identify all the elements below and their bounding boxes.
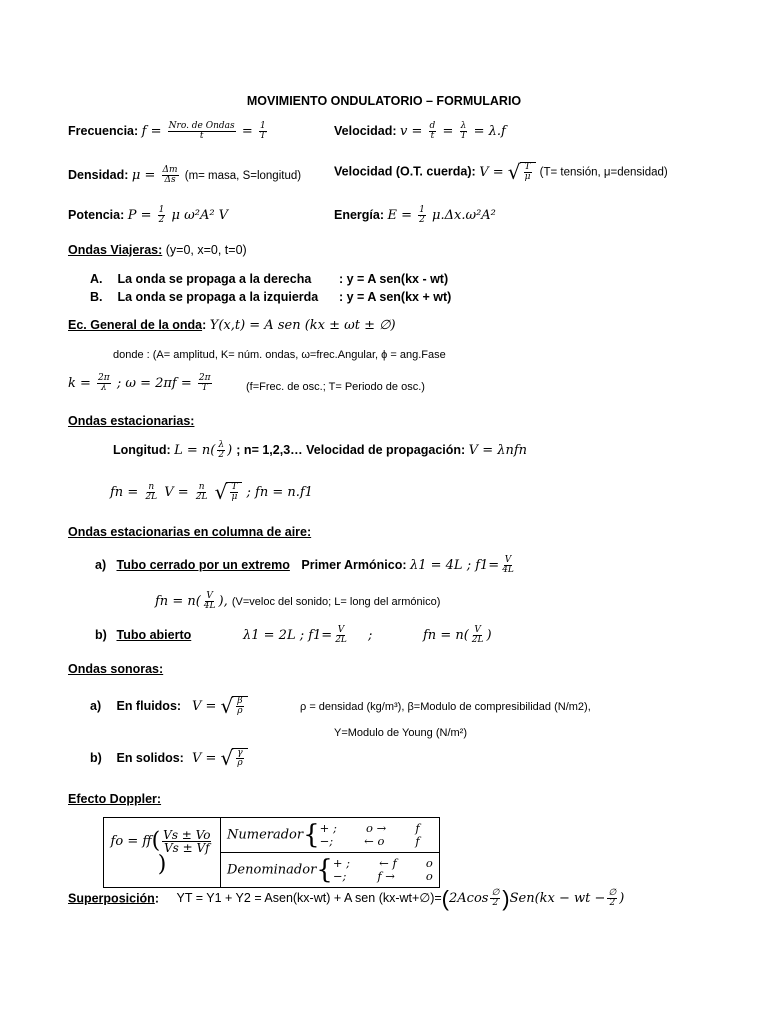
velocidad-row	[334, 122, 506, 141]
frac-num: ∅	[608, 888, 617, 899]
frac-den: 2L	[195, 491, 208, 502]
potencia-lhs: P =	[127, 208, 152, 223]
frecuencia-label: Frecuencia:	[68, 124, 139, 138]
longitud-label: Longitud:	[113, 443, 171, 457]
frac-den: 2L	[471, 635, 484, 645]
k-frac	[97, 374, 111, 393]
frac-num: d	[429, 121, 436, 131]
frac-den: ρ	[237, 758, 243, 768]
frac-num: V	[504, 555, 512, 565]
tubo-cerrado-fn-row	[155, 592, 440, 611]
item-eq: : y = A sen(kx + wt)	[338, 290, 452, 304]
tubo-cerrado-note: (V=veloc del sonido; L= long del armónico)	[231, 596, 441, 608]
frac-den: 2	[492, 898, 499, 909]
frac-den: λ	[101, 383, 107, 393]
omega-mid: ; ω = 2πf =	[116, 376, 192, 391]
fluidos-frac	[236, 697, 243, 716]
frac-num: λ	[218, 440, 225, 450]
semicolon: ;	[368, 628, 373, 643]
energia-lhs: E =	[387, 208, 413, 223]
numerador-label: Numerador	[227, 827, 304, 843]
fn-sqrt-frac	[230, 483, 238, 502]
fn-close: )	[486, 628, 492, 643]
doppler-denominador-cell: Denominador{ + ; ← f o −; f → o	[221, 853, 440, 888]
frac-num: Δm	[162, 165, 178, 175]
ec-general-donde: donde : (A= amplitud, K= núm. ondas, ω=frec.Angular, ϕ = ang.Fase	[113, 349, 446, 361]
tubo-cerrado-label: Tubo cerrado por un extremo	[116, 558, 290, 572]
velocidad-frac1	[429, 122, 437, 141]
frac-num: T	[231, 482, 238, 492]
columna-aire-heading: Ondas estacionarias en columna de aire:	[68, 525, 312, 539]
superposicion-row	[68, 888, 624, 910]
frac-den: T	[460, 131, 467, 141]
tubo-cerrado-fn	[155, 591, 232, 611]
item-letter: a)	[95, 558, 107, 572]
superposicion-label: Superposición	[68, 891, 155, 906]
tubo-cerrado-formula	[409, 555, 517, 575]
fn-lhs: fn = n(	[423, 628, 469, 643]
solidos-lhs: V =	[191, 750, 217, 766]
longitud-rhs: )	[227, 443, 233, 458]
solidos-formula	[191, 746, 248, 770]
velocidad-rest: = λ.f	[473, 124, 506, 139]
velocidad-formula	[400, 121, 506, 141]
doppler-table	[103, 817, 440, 888]
velocidad-cuerda-label: Velocidad (O.T. cuerda):	[334, 164, 476, 179]
frac-num: 1	[260, 121, 266, 131]
sqrt-symbol: √ $\frac{T}{\mu}$	[508, 162, 536, 182]
lambda1: λ1 = 4L ; f1=	[409, 558, 500, 573]
fluidos-row	[90, 696, 248, 716]
n-values: ; n= 1,2,3… Velocidad de propagación:	[236, 443, 466, 457]
item-letter: b)	[95, 628, 107, 642]
velocidad-eq: =	[442, 124, 454, 139]
frac-num: V	[206, 591, 213, 601]
doppler-lhs: fo = ff	[110, 834, 152, 849]
frac-den: 4L	[203, 601, 216, 611]
sign: + ;	[332, 855, 351, 870]
fn-frac2	[195, 483, 209, 502]
frac-den: Δs	[164, 175, 176, 185]
ondas-viajeras-heading	[68, 243, 247, 257]
frac-den: t	[430, 131, 435, 141]
item-text: La onda se propaga a la derecha	[117, 272, 312, 286]
velocidad-label: Velocidad:	[334, 124, 397, 138]
tubo-abierto-row	[95, 628, 191, 642]
potencia-formula	[127, 205, 229, 225]
frac-num: 2π	[198, 373, 211, 383]
frac-den: 2	[158, 215, 165, 225]
ondas-sonoras-heading: Ondas sonoras:	[68, 662, 164, 676]
item-text: La onda se propaga a la izquierda	[117, 290, 319, 304]
longitud-lhs: L = n(	[174, 443, 216, 458]
longitud-formula	[174, 440, 236, 460]
symbol: f	[415, 820, 420, 835]
frac-num: n	[148, 481, 155, 492]
densidad-lhs: μ =	[131, 168, 156, 183]
fn-row	[110, 482, 313, 502]
ondas-viajeras-label: Ondas Viajeras:	[68, 243, 163, 257]
velocidad-cuerda-formula	[479, 160, 539, 184]
fluidos-formula	[191, 694, 248, 718]
tubo-abierto-fn-row	[423, 626, 492, 645]
frac-num: V	[337, 625, 345, 635]
frac-num: Nro. de Ondas	[168, 121, 235, 131]
energia-frac	[418, 206, 426, 225]
freq-note: (f=Frec. de osc.; T= Periodo de osc.)	[246, 381, 425, 393]
solidos-row	[90, 748, 248, 768]
frecuencia-frac2	[259, 122, 267, 141]
wave-frac	[607, 889, 617, 908]
frac-den: 2L	[145, 491, 158, 502]
f1-frac	[501, 556, 515, 575]
amp-text: 2Acos	[449, 891, 489, 907]
fn-rest: ; fn = n.f1	[246, 484, 313, 500]
ondas-viajeras-cond: (y=0, x=0, t=0)	[165, 243, 247, 257]
doppler-numerador-cell: Numerador{ + ; o → f −; ← o f	[221, 818, 440, 853]
fn-v: V =	[164, 484, 189, 500]
omega-frac	[198, 374, 212, 393]
arrow: ← o	[364, 834, 385, 848]
frecuencia-row	[68, 122, 269, 141]
ec-general-colon: :	[202, 318, 207, 332]
frac-den: T	[259, 131, 266, 141]
longitud-row	[113, 441, 527, 460]
fn-frac	[471, 626, 485, 645]
list-item	[90, 272, 448, 286]
doppler-heading: Efecto Doppler:	[68, 792, 162, 806]
paren-close: )	[502, 886, 510, 911]
k-lhs: k =	[68, 376, 91, 391]
frac-num: γ	[237, 748, 243, 758]
denominador-stack	[333, 857, 433, 883]
solidos-frac	[236, 749, 243, 768]
fn-close: ),	[218, 594, 228, 609]
fn-formula	[110, 480, 313, 504]
ondas-estacionarias-heading: Ondas estacionarias:	[68, 414, 195, 428]
ec-general-formula: Y(x,t) = A sen (kx ± ωt ± ∅)	[209, 318, 396, 333]
velocidad-frac2	[459, 122, 467, 141]
velocidad-cuerda-frac	[524, 163, 532, 182]
k-omega-formula	[68, 373, 214, 393]
superposicion-eq: YT = Y1 + Y2 = Asen(kx-wt) + A sen (kx-wt+∅)=	[176, 891, 442, 906]
densidad-label: Densidad:	[68, 168, 129, 182]
wave-close: )	[619, 891, 625, 907]
solidos-label: En solidos:	[116, 750, 184, 765]
frac-num: n	[198, 481, 205, 492]
fluidos-lhs: V =	[191, 698, 217, 714]
tubo-abierto-formula-row	[243, 626, 372, 645]
frac-den: ρ	[237, 706, 243, 716]
fn-frac	[203, 592, 217, 611]
longitud-frac	[217, 441, 225, 460]
frac-num: Vs ± Vo	[163, 828, 211, 842]
fn-lhs: fn =	[110, 484, 139, 500]
sign: −;	[332, 869, 347, 883]
superposicion-colon: :	[154, 891, 159, 906]
potencia-frac	[158, 206, 166, 225]
frac-num: β	[237, 696, 243, 706]
numerador-stack	[320, 822, 420, 848]
sqrt-symbol: √ $\frac{\beta}{\rho}$	[221, 696, 248, 716]
amp-frac	[490, 889, 500, 908]
fn-lhs: fn = n(	[155, 594, 201, 609]
velocidad-propagacion: V = λnfn	[468, 443, 528, 458]
ec-general-row	[68, 318, 396, 333]
velocidad-lhs: v =	[400, 124, 423, 139]
page-title: MOVIMIENTO ONDULATORIO – FORMULARIO	[246, 94, 522, 108]
energia-row	[334, 206, 496, 225]
energia-rhs: μ.Δx.ω²A²	[432, 208, 496, 223]
frac-num: T	[524, 162, 531, 172]
fn-frac1	[144, 483, 158, 502]
fluidos-note-2: Y=Modulo de Young (N/m²)	[334, 727, 467, 739]
frecuencia-eq: =	[241, 124, 253, 139]
wave-text: Sen(kx − wt −	[509, 891, 606, 907]
frac-den: 2	[609, 898, 616, 909]
frac-den: μ	[231, 492, 238, 502]
list-item	[90, 290, 451, 304]
frac-den: 2	[419, 215, 425, 225]
superposicion-wave	[509, 888, 625, 909]
arrow: o →	[366, 820, 387, 835]
fluidos-label: En fluidos:	[116, 698, 182, 713]
frac-num: 2π	[98, 373, 110, 383]
doppler-formula: fo = ff( $\frac{Vs \pm Vo}{Vs \pm Vf}$ )	[104, 818, 221, 888]
velocidad-cuerda-lhs: V =	[479, 164, 504, 180]
k-omega-row	[68, 374, 214, 393]
sqrt-symbol: √ $\frac{T}{\mu}$	[215, 482, 243, 502]
item-letter: B.	[90, 290, 103, 304]
densidad-row	[68, 166, 301, 185]
symbol: o	[425, 855, 433, 870]
frac-num: ∅	[491, 888, 500, 899]
symbol: f	[415, 834, 420, 848]
denominador-label: Denominador	[227, 862, 317, 878]
ec-general-label: Ec. General de la onda	[68, 318, 203, 332]
densidad-formula	[131, 165, 185, 185]
frac-den: 2L	[335, 635, 347, 645]
densidad-note: (m= masa, S=longitud)	[184, 170, 302, 182]
energia-label: Energía:	[334, 208, 385, 222]
potencia-rhs: μ ω²A² V	[171, 208, 229, 223]
energia-formula	[387, 205, 496, 225]
frac-den: Vs ± Vf	[163, 841, 210, 855]
f1-frac	[334, 626, 348, 645]
arrow: f →	[377, 869, 395, 883]
tubo-abierto-formula	[243, 625, 373, 645]
frac-den: 2	[218, 450, 225, 460]
frac-num: 1	[158, 205, 165, 215]
symbol: o	[425, 869, 433, 883]
frac-den: t	[199, 131, 204, 141]
tubo-abierto-label: Tubo abierto	[116, 628, 192, 642]
velocidad-cuerda-row	[334, 162, 668, 182]
frac-num: V	[474, 625, 481, 635]
item-letter: A.	[90, 272, 103, 286]
frecuencia-frac	[168, 122, 236, 141]
superposicion-amp	[449, 888, 502, 909]
doppler-frac	[162, 829, 211, 854]
primer-armonico-label: Primer Armónico:	[301, 558, 407, 572]
item-letter: a)	[90, 698, 102, 713]
potencia-row	[68, 206, 228, 225]
arrow: ← f	[379, 855, 397, 870]
item-eq: : y = A sen(kx - wt)	[338, 272, 449, 286]
tubo-abierto-fn	[423, 625, 492, 645]
potencia-label: Potencia:	[68, 208, 125, 222]
fluidos-note-1: ρ = densidad (kg/m³), β=Modulo de compresibilidad (N/m2),	[300, 701, 591, 713]
frecuencia-lhs: f =	[141, 124, 162, 139]
velocidad-cuerda-note: (T= tensión, μ=densidad)	[539, 166, 668, 179]
sign: + ;	[319, 820, 337, 835]
lambda1: λ1 = 2L ; f1=	[243, 628, 333, 643]
frac-num: 1	[419, 205, 425, 215]
sign: −;	[319, 834, 334, 848]
frac-num: λ	[460, 121, 467, 131]
frac-den: T	[201, 383, 208, 393]
frac-den: μ	[524, 172, 531, 182]
sqrt-symbol: √ $\frac{\gamma}{\rho}$	[221, 748, 248, 768]
item-letter: b)	[90, 750, 102, 765]
frac-den: 4L	[502, 565, 514, 575]
paren-open: (	[441, 886, 449, 911]
frecuencia-formula	[141, 121, 269, 141]
tubo-cerrado-row	[95, 556, 517, 575]
densidad-frac	[162, 166, 179, 185]
